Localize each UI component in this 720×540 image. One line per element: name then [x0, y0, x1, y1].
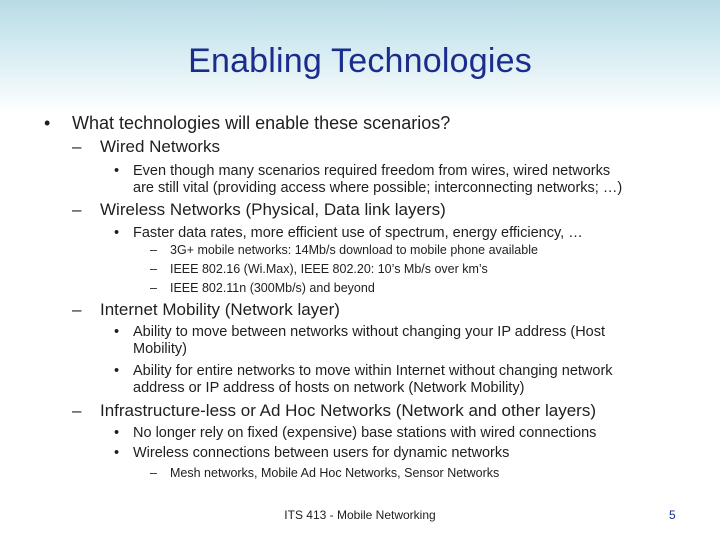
wireless-sub-1: 3G+ mobile networks: 14Mb/s download to mobile phone available [170, 243, 538, 257]
dash-marker: – [150, 262, 157, 276]
dash-marker: – [72, 200, 82, 219]
bullet-marker: • [114, 163, 120, 179]
mobility-point-1-line-1: Ability to move between networks without changing your IP address (Host [133, 324, 606, 340]
dash-marker: – [150, 243, 157, 257]
mobility-point-2-line-2: address or IP address of hosts on network (Network Mobility) [133, 380, 525, 396]
bullet-marker: • [44, 113, 51, 133]
bullet-marker: • [114, 445, 120, 461]
dash-marker: – [72, 137, 82, 156]
bullet-marker: • [114, 363, 120, 379]
dash-marker: – [150, 466, 157, 480]
wired-heading: Wired Networks [100, 137, 220, 156]
adhoc-sub-1: Mesh networks, Mobile Ad Hoc Networks, Sensor Networks [170, 466, 500, 480]
wired-point-1-line-1: Even though many scenarios required freedom from wires, wired networks [133, 163, 611, 179]
wireless-heading: Wireless Networks (Physical, Data link layers) [100, 200, 446, 219]
dash-marker: – [72, 300, 82, 319]
dash-marker: – [150, 281, 157, 295]
mobility-point-1-line-2: Mobility) [133, 341, 187, 357]
main-question: What technologies will enable these scenarios? [72, 113, 451, 133]
dash-marker: – [72, 401, 82, 420]
adhoc-heading: Infrastructure-less or Ad Hoc Networks (Network and other layers) [100, 401, 597, 420]
bullet-marker: • [114, 225, 120, 241]
footer-text: ITS 413 - Mobile Networking [284, 508, 436, 522]
bullet-marker: • [114, 324, 120, 340]
page-number: 5 [669, 508, 676, 522]
mobility-heading: Internet Mobility (Network layer) [100, 300, 340, 319]
wired-point-1-line-2: are still vital (providing access where possible; interconnecting networks; …) [133, 180, 623, 196]
mobility-point-2-line-1: Ability for entire networks to move within Internet without changing network [133, 363, 613, 379]
wireless-point-1: Faster data rates, more efficient use of spectrum, energy efficiency, … [133, 225, 583, 241]
adhoc-point-2: Wireless connections between users for dynamic networks [133, 445, 510, 461]
bullet-marker: • [114, 425, 120, 441]
slide-title: Enabling Technologies [188, 42, 532, 80]
wireless-sub-3: IEEE 802.11n (300Mb/s) and beyond [170, 281, 375, 295]
adhoc-point-1: No longer rely on fixed (expensive) base stations with wired connections [133, 425, 597, 441]
wireless-sub-2: IEEE 802.16 (Wi.Max), IEEE 802.20: 10’s Mb/s over km’s [170, 262, 488, 276]
